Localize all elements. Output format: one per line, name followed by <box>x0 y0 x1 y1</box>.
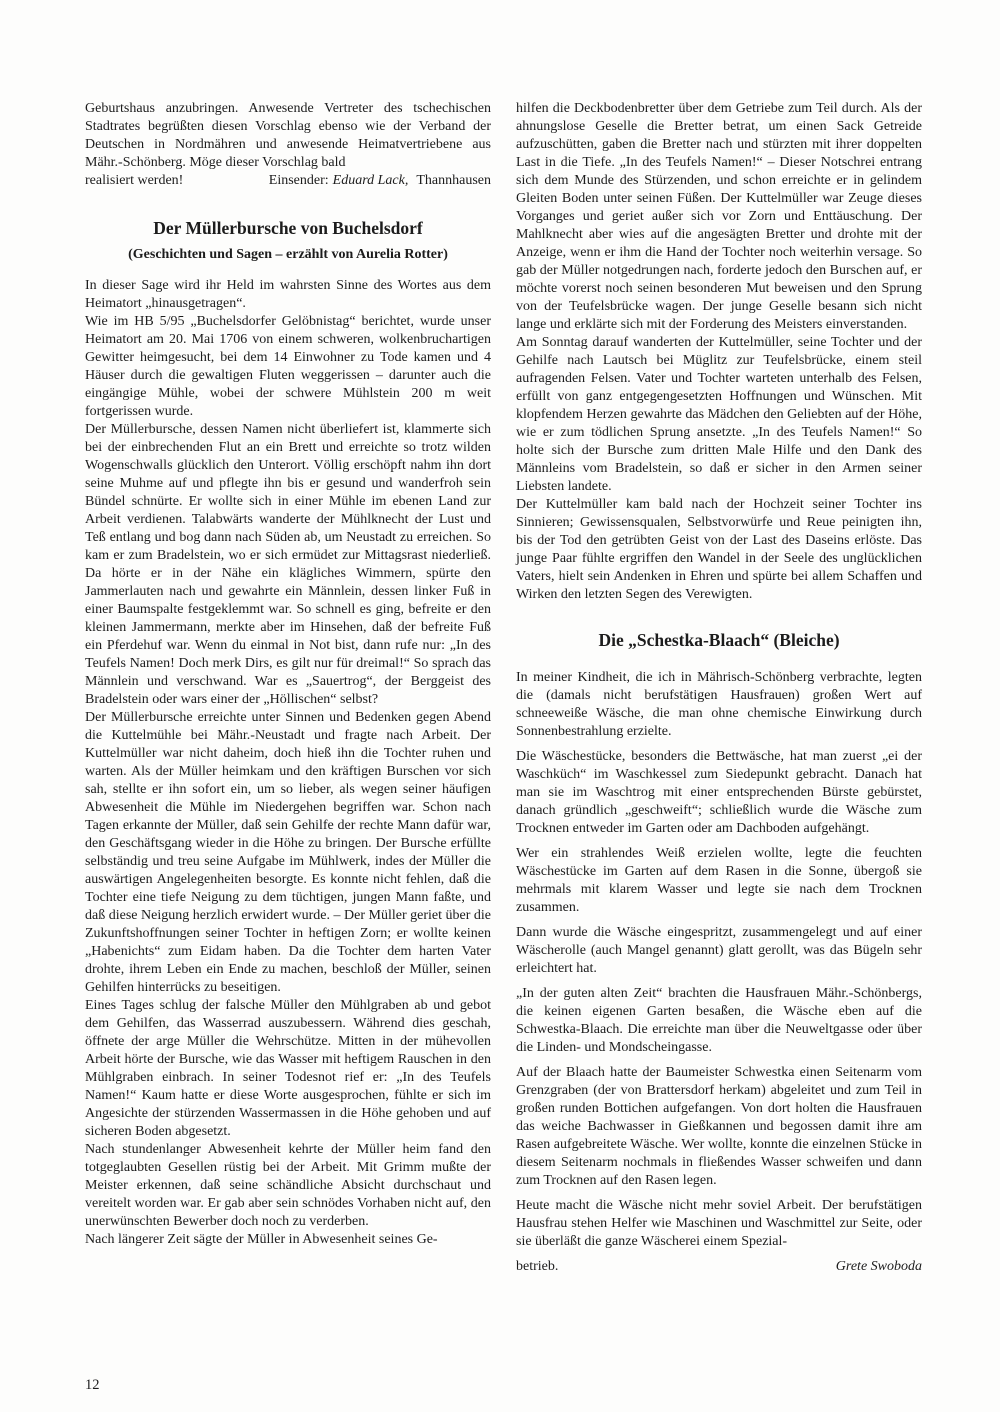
story2-paragraph: Heute macht die Wäsche nicht mehr soviel Arbeit. Der berufstätigen Hausfrau stehen Helfer wie Maschinen und Waschmittel zur Seite, oder sie überläßt die ganze Wäscherei einem Spezial- <box>516 1198 922 1249</box>
prev-article-last-words: realisiert werden! <box>85 173 184 188</box>
left-column <box>85 100 491 1276</box>
story1-paragraph: Der Müllerbursche erreichte unter Sinnen und Bedenken gegen Abend die Kuttelmühle bei Mähr.-Neustadt und fragte nach Arbeit. Der Kuttelmüller war nicht daheim, doch hieß ihn die Tochter ruhen und warten. Als der Müller heimkam und den kräftigen Burschen vor sich sah, stellte er ihn sofort ein, um so lieber, als wegen seiner häufigen Abwesenheit die Mühle im Niedergehen begriffen war. Schon nach Tagen erkannte der Müller, daß sein Gehilfe der rechte Mann dafür war, den Geschäftsgang wieder in die Höhe zu bringen. Der Bursche erfüllte selbständig und treu seine Aufgabe im Mühlwerk, indes der Müller die auswärtigen Angelegenheiten besorgte. Es konnte nicht fehlen, daß die Tochter eine tiefe Neigung zu dem tüchtigen, jungen Mann faßte, und daß diese Neigung herzlich erwidert wurde. – Der Müller geriet über die Zukunftshoffnungen seiner Tochter in heftigen Zorn; er wollte keinen „Habenichts“ zum Eidam haben. Da die Tochter dem harten Vater drohte, ihrem Leben ein Ende zu machen, beschloß der Müller, seinen Gehilfen hinterrücks zu beseitigen. <box>85 710 491 995</box>
story1-paragraph: Eines Tages schlug der falsche Müller den Mühlgraben ab und gebot dem Gehilfen, das Wasserrad auszubessern. Während dies geschah, öffnete der arge Müller die Wehrschütze. Mitten in der mühevollen Arbeit hörte der Bursche, wie das Wasser mit heftigem Rauschen in den Mühlgraben einbrach. In seiner Todesnot rief er: „In des Teufels Namen!“ Kaum hatte er diese Worte ausgesprochen, fühlte er sich im Angesichte der stürzenden Wassermassen in die Höhe gehoben und auf sicheren Boden abgesetzt. <box>85 998 491 1139</box>
story1-paragraph: Der Kuttelmüller kam bald nach der Hochzeit seiner Tochter ins Sinnieren; Gewissensqualen, Selbstvorwürfe und Reue peinigten ihn, bis der Tod den getrübten Geist von der Last des Daseins erlöste. Das junge Paar fühlte ergriffen den Wandel in der Seele des unglücklichen Vaters, hielt sein Andenken in Ehren und spürte bei allem Schaffen und Wirken den letzten Segen des Verewigten. <box>516 497 922 602</box>
story2-paragraph: In meiner Kindheit, die ich in Mährisch-Schönberg verbrachte, legten die (damals nicht berufstätigen Hausfrauen) großen Wert auf schneeweiße Wäsche, die man ohne chemische Einwirkung durch Sonnenbestrahlung erzielte. <box>516 670 922 739</box>
story1-title: Der Müllerbursche von Buchelsdorf <box>153 218 423 238</box>
story2-paragraph: Dann wurde die Wäsche eingespritzt, zusammengelegt und auf einer Wäscherolle (auch Mangel genannt) glatt gerollt, was das Bügeln sehr erleichtert hat. <box>516 925 922 976</box>
story2-paragraph: Auf der Blaach hatte der Baumeister Schwestka einen Seitenarm vom Grenzgraben (der von Brattersdorf herkam) abgeleitet und zum Teil in großen runden Bottichen aufgefangen. Von dort holten die Hausfrauen das weiche Bachwasser in Gießkannen und begossen damit ihre am Rasen aufgebreitete Wäsche. Wer wollte, konnte die einzelnen Stücke in diesem Seitenarm nochmals in fließendes Wasser schweifen und dann zum Trocknen auf den Rasen legen. <box>516 1065 922 1188</box>
story1-paragraph: hilfen die Deckbodenbretter über dem Getriebe zum Teil durch. Als der ahnungslose Geselle die Bretter betrat, um einen Sack Getreide aufzuschütten, gaben die Bretter nach und stürzten mit ihrer doppelten Last in die Tiefe. „In des Teufels Namen!“ – Dieser Notschrei entrang sich dem Munde des Stürzenden, und schon erreichte er in gelindem Gleiten Boden unter seinen Füßen. Der Kuttelmüller war Zeuge dieses Vorganges und geriet außer sich vor Zorn und Enttäuschung. Der Mahlknecht aber wies auf die angesägten Bretter und drohte mit der Anzeige, wenn er ihm die Hand der Tochter noch weiterhin versage. So gab der Müller notgedrungen nach, forderte jedoch den Burschen auf, er möchte vorerst noch seinen besonderen Mut beweisen und den Sprung von der Teufelsbrücke wagen. Der junge Geselle besann sich nicht lange und erklärte sich mit der Forderung des Meisters einverstanden. <box>516 101 922 332</box>
story1-paragraph: Nach längerer Zeit sägte der Müller in Abwesenheit seines Ge- <box>85 1232 438 1247</box>
story2-section <box>516 630 922 1276</box>
story2-last-word: betrieb. <box>516 1259 559 1274</box>
story2-paragraph: „In der guten alten Zeit“ brachten die Hausfrauen Mähr.-Schönbergs, die keinen eigenen Garten besaßen, die Wäsche eben auf die Schwestka-Blaach. Die erreichte man über die Neuweltgasse oder über die Linden- und Mondscheingasse. <box>516 986 922 1055</box>
page-number: 12 <box>85 1377 100 1393</box>
author-signature: Grete Swoboda <box>835 1259 922 1274</box>
right-column <box>516 100 922 1276</box>
story2-paragraph: Die Wäschestücke, besonders die Bettwäsche, hat man zuerst „ei der Waschküch“ im Waschkessel zum Siedepunkt gebracht. Danach hat man sie im Waschtrog mit einer entsprechenden Bürste gebürstet, danach gründlich „geschweift“; schließlich wurde die Wäsche zum Trocknen entweder im Garten oder am Dachboden aufgehängt. <box>516 749 922 836</box>
story1-paragraph: Wie im HB 5/95 „Buchelsdorfer Gelöbnistag“ berichtet, wurde unser Heimatort am 20. Mai 1706 von einem schweren, wolkenbruchartigen Gewitter heimgesucht, bei dem 14 Einwohner zu Tode kamen und 4 Häuser durch die gewaltigen Fluten weggerissen – darunter auch die eingängige Mühle, wobei der schwere Mühlstein 200 m weit fortgerissen wurde. <box>85 314 491 419</box>
story2-paragraph: Wer ein strahlendes Weiß erzielen wollte, legte die feuchten Wäschestücke im Garten auf dem Rasen in die Sonne, übergoß sie mehrmals mit klarem Wasser und legte sie nach dem Trocknen zusammen. <box>516 846 922 915</box>
sender-place: Thannhausen <box>416 173 491 188</box>
sender-credit <box>269 172 491 190</box>
story2-title: Die „Schestka-Blaach“ (Bleiche) <box>598 630 840 650</box>
prev-article-continuation: Geburtshaus anzubringen. Anwesende Vertreter des tschechischen Stadtrates begrüßten diesen Vorschlag ebenso wie der Verband der Deutschen in Nordmähren und anwesende Heimatvertriebene aus Mähr.-Schönberg. Möge dieser Vorschlag bald <box>85 101 491 170</box>
story1-paragraph: Der Müllerbursche, dessen Namen nicht überliefert ist, klammerte sich bei der einbrechenden Flut an ein Brett und erreichte so trotz wilden Wogenschwalls glücklich den Unterort. Völlig erschöpft nahm ihn dort seine Muhme auf und pflegte ihn bis er gesund und wanderfroh sein Bündel schnürte. Er wollte sich in einer Mühle im ebenen Land zur Arbeit verdienen. Talabwärts wanderte der Mühlknecht der Lust und Teß entlang und bog dann nach Süden ab, um Neustadt zu erreichen. So kam er zum Bradelstein, wo er sich ermüdet zur Mittagsrast niederließ. Da hörte er in der Nähe ein klägliches Wimmern, spürte den Jammerlauten nach und gewahrte ein Männlein, dessen linker Fuß in einer Baumspalte festgeklemmt war. So schnell es ging, befreite er den kleinen Jammermann, merkte aber im Hinsehen, daß der befreite Fuß ein Pferdehuf war. Wenn du einmal in Not bist, dann rufe nur: „In des Teufels Namen! Doch merk Dirs, es gilt nur für dreimal!“ So sprach das Männlein und verschwand. War es „Sauertrog“, der Berggeist des Bradelstein oder wars einer der „Höllischen“ selbst? <box>85 422 491 707</box>
sender-line <box>85 172 491 190</box>
sender-name: Eduard Lack, <box>332 173 409 188</box>
sender-label: Einsender: <box>268 173 329 188</box>
closing-line <box>516 1258 922 1276</box>
story1-paragraph: Am Sonntag darauf wanderten der Kuttelmüller, seine Tochter und der Gehilfe nach Lautsch bei Müglitz zur Teufelsbrücke, einem steil aufragenden Felsen. Vater und Tochter warteten unterhalb des Felsen, erfüllt von ganz entgegengesetzten Hoffnungen und Wünschen. Mit klopfendem Herzen gewahrte das Mädchen den Geliebten auf der Höhe, wie er zum tödlichen Sprung ansetzte. „In des Teufels Namen!“ So holte sich der Bursche zum dritten Male Hilfe und den Dank des Männleins vom Bradelstein, so daß er sicher in den Armen seiner Liebsten landete. <box>516 335 922 494</box>
story1-subtitle: (Geschichten und Sagen – erzählt von Aurelia Rotter) <box>128 247 448 262</box>
story1-paragraph: Nach stundenlanger Abwesenheit kehrte der Müller heim fand den totgeglaubten Gesellen rüstig bei der Arbeit. Mit Grimm mußte der Meister erkennen, daß seine schändliche Absicht durchschaut und vereitelt worden war. Er gab aber sein schnödes Vorhaben nicht auf, den unerwünschten Bewerber doch noch zu verderben. <box>85 1142 491 1229</box>
story1-paragraph: In dieser Sage wird ihr Held im wahrsten Sinne des Wortes aus dem Heimatort „hinausgetragen“. <box>85 278 491 311</box>
